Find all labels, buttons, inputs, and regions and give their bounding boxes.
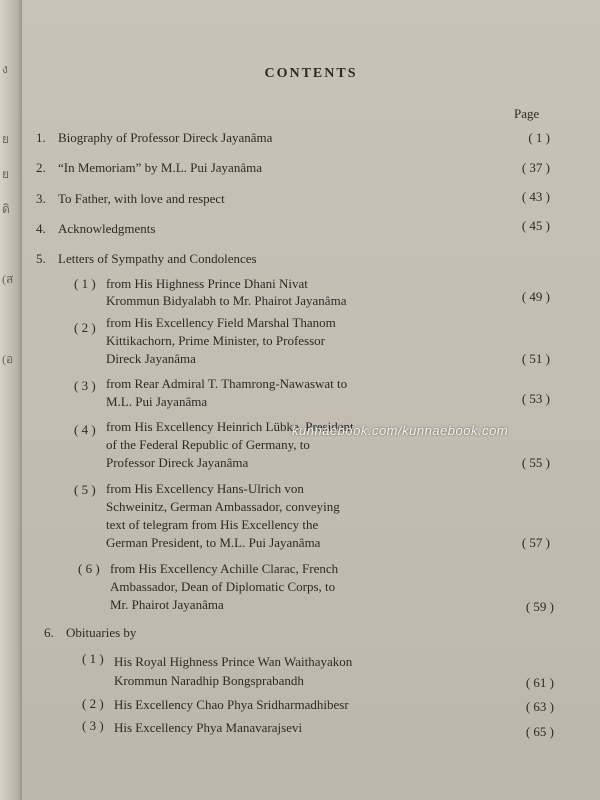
sub-entry-page: ( 49 ) — [521, 289, 550, 304]
sub-entry-line: Professor Direck Jayanâma — [106, 455, 249, 470]
sub-entry-number: ( 3 ) — [82, 718, 104, 733]
contents-page — [22, 0, 600, 800]
sub-entry-page: ( 53 ) — [521, 391, 550, 406]
sub-entry-line: Kittikachorn, Prime Minister, to Professor — [106, 333, 326, 348]
sub-entry-page: ( 55 ) — [521, 455, 550, 470]
sub-entry-page: ( 59 ) — [525, 599, 554, 614]
entry-number: 4. — [36, 221, 46, 236]
entry-page: ( 37 ) — [521, 160, 550, 175]
spine-mark: (อ — [2, 352, 14, 366]
entry-number: 1. — [36, 130, 46, 145]
spine-mark: ย — [2, 167, 10, 181]
entry-title: “In Memoriam” by M.L. Pui Jayanâma — [58, 160, 262, 175]
sub-entry-line: German President, to M.L. Pui Jayanâma — [106, 535, 321, 550]
sub-entry-line: Mr. Phairot Jayanâma — [110, 597, 224, 612]
sub-entry-page: ( 65 ) — [525, 724, 554, 739]
sub-entry-line: His Excellency Phya Manavarajsevi — [114, 720, 303, 735]
entry-page: ( 1 ) — [528, 130, 550, 145]
sub-entry-page: ( 57 ) — [521, 535, 550, 550]
sub-entry-line: Krommun Naradhip Bongsprabandh — [114, 673, 304, 688]
sub-entry-line: from His Excellency Field Marshal Thanom — [106, 315, 336, 330]
entry-number: 2. — [36, 160, 46, 175]
sub-entry-line: of the Federal Republic of Germany, to — [106, 437, 310, 452]
page-column-header: Page — [514, 106, 540, 121]
sub-entry-line: from His Excellency Hans-Ulrich von — [106, 481, 304, 496]
sub-entry-line: from His Excellency Achille Clarac, French — [110, 561, 339, 576]
entry-page: ( 45 ) — [521, 218, 550, 233]
sub-entry-line: from His Highness Prince Dhani Nivat — [106, 276, 308, 291]
entry-title: To Father, with love and respect — [58, 191, 225, 206]
sub-entry-number: ( 1 ) — [74, 276, 96, 291]
entry-page: ( 43 ) — [521, 189, 550, 204]
watermark-text: kunnaebook.com/kunnaebook.com — [292, 423, 509, 438]
entry-title: Acknowledgments — [58, 221, 156, 236]
spine-mark: ง — [2, 62, 8, 76]
sub-entry-line: His Royal Highness Prince Wan Waithayakon — [114, 654, 353, 669]
sub-entry-number: ( 3 ) — [74, 378, 96, 393]
sub-entry-line: Schweinitz, German Ambassador, conveying — [106, 499, 340, 514]
sub-entry-page: ( 51 ) — [521, 351, 550, 366]
entry-number: 5. — [36, 251, 46, 266]
sub-entry-number: ( 6 ) — [78, 561, 100, 576]
entry-title: Letters of Sympathy and Condolences — [58, 251, 257, 266]
entry-title: Biography of Professor Direck Jayanâma — [58, 130, 273, 145]
sub-entry-line: Direck Jayanâma — [106, 351, 196, 366]
entry-title: Obituaries by — [66, 625, 137, 640]
page-title: CONTENTS — [264, 66, 358, 81]
sub-entry-line: text of telegram from His Excellency the — [106, 517, 319, 532]
entry-number: 6. — [44, 625, 54, 640]
sub-entry-number: ( 2 ) — [82, 696, 104, 711]
sub-entry-number: ( 1 ) — [82, 651, 104, 666]
spine-mark: (ส — [2, 272, 14, 286]
spine-mark: ย — [2, 132, 10, 146]
sub-entry-page: ( 61 ) — [525, 675, 554, 690]
sub-entry-number: ( 2 ) — [74, 320, 96, 335]
sub-entry-number: ( 4 ) — [74, 422, 96, 437]
sub-entry-page: ( 63 ) — [525, 699, 554, 714]
sub-entry-line: Ambassador, Dean of Diplomatic Corps, to — [110, 579, 336, 594]
book-spine — [0, 0, 24, 800]
sub-entry-line: Krommun Bidyalabh to Mr. Phairot Jayanâma — [106, 293, 347, 308]
sub-entry-line: His Excellency Chao Phya Sridharmadhibesr — [114, 697, 349, 712]
entry-number: 3. — [36, 191, 46, 206]
sub-entry-number: ( 5 ) — [74, 482, 96, 497]
sub-entry-line: from His Excellency Heinrich Lübke, President — [106, 419, 354, 434]
spine-mark: ดิ — [2, 202, 10, 216]
sub-entry-line: M.L. Pui Jayanâma — [106, 394, 208, 409]
sub-entry-line: from Rear Admiral T. Thamrong-Nawaswat to — [106, 376, 348, 391]
